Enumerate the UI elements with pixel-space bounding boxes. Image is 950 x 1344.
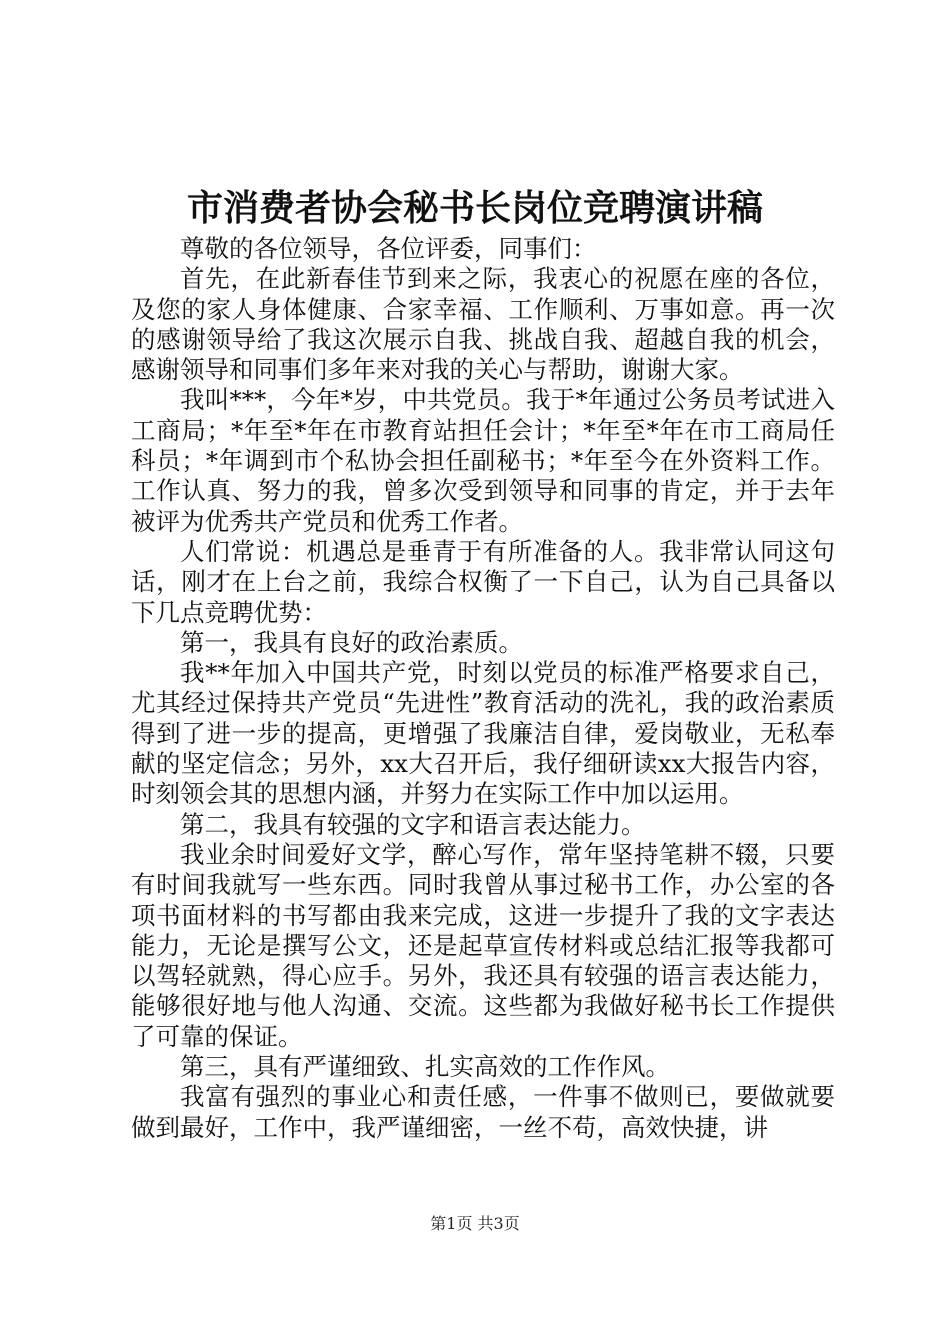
paragraph-self-introduction: 我叫***，今年*岁，中共党员。我于*年通过公务员考试进入工商局；*年至*年在市教育站担任会计；*年至*年在市工商局任科员；*年调到市个私协会担任副秘书；*年至今在外资料工作。工作认真、努力的我，曾多次受到领导和同事的肯定，并于去年被评为优秀共产党员和优秀工作者。 — [131, 385, 835, 536]
paragraph-advantages-intro: 人们常说：机遇总是垂青于有所准备的人。我非常认同这句话，刚才在上台之前，我综合权衡了一下自己，认为自己具备以下几点竞聘优势： — [131, 536, 835, 627]
document-body — [131, 234, 835, 1143]
paragraph-point-one-heading: 第一，我具有良好的政治素质。 — [180, 627, 523, 657]
paragraph-point-two-heading: 第二，我具有较强的文字和语言表达能力。 — [180, 809, 646, 839]
paragraph-point-three-heading: 第三，具有严谨细致、扎实高效的工作作风。 — [180, 1052, 670, 1082]
paragraph-salutation: 尊敬的各位领导，各位评委，同事们： — [180, 234, 597, 263]
page-number-footer: 第1页 共3页 — [430, 1214, 520, 1233]
paragraph-point-two-body: 我业余时间爱好文学，醉心写作，常年坚持笔耕不辍，只要有时间我就写一些东西。同时我曾从事过秘书工作，办公室的各项书面材料的书写都由我来完成，这进一步提升了我的文字表达能力，无论是撰写公文，还是起草宣传材料或总结汇报等我都可以驾轻就熟，得心应手。另外，我还具有较强的语言表达能力，能够很好地与他人沟通、交流。这些都为我做好秘书长工作提供了可靠的保证。 — [131, 839, 835, 1051]
paragraph-point-three-body: 我富有强烈的事业心和责任感，一件事不做则已，要做就要做到最好，工作中，我严谨细密，一丝不苟，高效快捷，讲 — [131, 1082, 835, 1142]
document-title: 市消费者协会秘书长岗位竞聘演讲稿 — [186, 187, 763, 229]
paragraph-greeting: 首先，在此新春佳节到来之际，我衷心的祝愿在座的各位，及您的家人身体健康、合家幸福、工作顺利、万事如意。再一次的感谢领导给了我这次展示自我、挑战自我、超越自我的机会，感谢领导和同事们多年来对我的关心与帮助，谢谢大家。 — [131, 264, 835, 385]
paragraph-point-one-body: 我**年加入中国共产党，时刻以党员的标准严格要求自己，尤其经过保持共产党员“先进性”教育活动的洗礼，我的政治素质得到了进一步的提高，更增强了我廉洁自律，爱岗敬业，无私奉献的坚定信念；另外，xx大召开后，我仔细研读xx大报告内容，时刻领会其的思想内涵，并努力在实际工作中加以运用。 — [131, 658, 835, 809]
